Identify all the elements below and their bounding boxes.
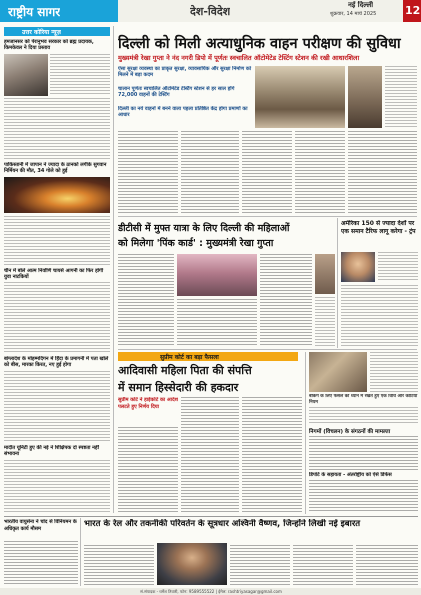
second-headline-line2: को मिलेगा 'पिंक कार्ड' : मुख्यमंत्री रेखा गुप्ता (118, 238, 274, 249)
lead-subhead: मुख्यमंत्री रेखा गुप्ता ने नंद नगरी डिपो में पूर्णतः स्वचालित ऑटोमेटेड टेस्टिंग स्टेशन की रखी आधारशिला (118, 54, 360, 62)
bottom-divider (4, 516, 418, 517)
masthead-date: शुक्रवार, 14 मार्च 2025 (330, 11, 377, 17)
bottom-left-body (4, 541, 78, 585)
page-number: 12 (405, 4, 421, 17)
lead-bullet-2: चालान पूर्णतः स्वचालित ऑटोमेटेड टेस्टिंग स्टेशन से हर साल होंगे 72,000 वाहनों की टेस्टिंग (118, 86, 235, 98)
court-body-col2 (181, 397, 239, 513)
bottom-body-col1 (84, 545, 154, 585)
mid-right-caption: बैंकिंग के लिए फैसले को ध्यान में रखते हुए एक विधि और कोटिया नियम (309, 394, 418, 405)
lead-body-col5 (348, 131, 417, 214)
sidebar-story3-body (4, 282, 110, 354)
mid-right-body-c (309, 436, 418, 470)
bottom-headline: भारत के रेल और तकनीकी परिवर्तन के सूत्रधार अश्विनी वैष्णव, जिन्होंने लिखी नई इबारत (84, 519, 361, 529)
second-body-col3 (260, 254, 312, 346)
bottom-left-headline: भारतीय वायुसेना ने चांद से विनियमन के अधिकृत कार्य मौसम (4, 519, 77, 532)
sidebar-photo-fire (4, 177, 110, 213)
lead-divider (118, 216, 417, 217)
lead-body-col2 (181, 131, 239, 214)
trump-divider (337, 218, 338, 348)
sidebar-divider (113, 26, 114, 513)
sidebar-story4-headline: बांग्लादेश के मोहम्मदिगन में हिंदा के प्रमागनी में पता खोले को बीस, मारका किरत, नए हुई होगा (4, 356, 109, 368)
sidebar-story3-headline: चीन में बोले आत्म निर्वाणि चायर्स आगनी का फिर होगी युवा नाटकियों (4, 268, 104, 280)
mid-right-body-b (309, 407, 418, 425)
footer-contact: सं.संपादक - धर्मेश तिवारी, फोन: 9589555522 | ईमेल: rashtriyasagar@gmail.com (140, 589, 282, 594)
lead-side-column (385, 66, 417, 128)
masthead-city: नई दिल्ली (348, 1, 374, 9)
bottom-body-col2 (230, 545, 290, 585)
mid-right-headline2: डिपोर्ट के सहायता - अंतर्राष्ट्रीय को ऐसे डिफेंस (309, 472, 392, 478)
lead-bullet-3: दिल्ली का नये वाहनों में बनने वाला पहला प्रतिष्ठित केंद्र होगा प्रमाणों का आधार (118, 106, 248, 118)
lead-body-col4 (295, 131, 345, 214)
lead-body-col3 (242, 131, 292, 214)
court-subhead: सुप्रीम कोर्ट ने हाईकोर्ट का आदेश पलटते हुए निर्णय दिया (118, 397, 178, 410)
court-body-col1 (118, 427, 178, 513)
sidebar-story1-body (50, 54, 110, 96)
brand-logo: राष्ट्रीय सागर (8, 5, 61, 19)
bottom-photo-minister (157, 543, 227, 585)
lead-headline: दिल्ली को मिली अत्याधुनिक वाहन परीक्षण की सुविधा (118, 36, 401, 52)
sidebar-story2-headline: पाकिस्तानी में जापान ने ज्यादा के ठानको लगीके सुगवान निर्मियन की मौत, 34 गोले को हुई (4, 162, 107, 174)
court-kicker: सुप्रीम कोर्ट का बड़ा फैसला (160, 354, 219, 361)
lead-body-col1 (118, 131, 178, 214)
mid-divider (118, 349, 417, 350)
bottom-body-col4 (356, 545, 418, 585)
bottom-body-col3 (293, 545, 353, 585)
sidebar-story1-body2 (4, 98, 110, 160)
section-title: देश-विदेश (190, 5, 231, 18)
sidebar-photo-man (4, 54, 48, 96)
sidebar-story1-headline: हमजानसर को पेरानुभव सरकार को ब्रह्म प्रदायक, किमकेवल ने दिया प्रस्ताव (4, 39, 94, 51)
court-headline-line2: में समान हिस्सेदारी की हकदार (118, 381, 239, 394)
sidebar-story2-body (4, 216, 110, 266)
second-body-col1 (118, 254, 174, 346)
lead-bullet-box (118, 66, 252, 126)
lead-bullet-1: ऐसा सुरक्षा व्यवस्था का प्राकृत सुरक्षा, व्यावसायिक और सुरक्षा निर्माण को मिलने में बड़ा कदम (118, 66, 252, 78)
trump-photo (341, 252, 375, 282)
court-body-col3 (242, 397, 302, 513)
trump-headline: अमेरिका 150 से ज्यादा देशों पर एक समान टैरिफ लागू करेगा - ट्रंप (341, 220, 416, 235)
second-photo-side (315, 254, 335, 294)
bottom-left-divider (80, 518, 81, 586)
mid-right-body-d (309, 480, 418, 513)
sidebar-story5-headline: मादीत यूनिटी हुए की नई ने शिक्षिपक दो स्पष्टता नहीं संभावना (4, 445, 99, 457)
second-body-col2 (177, 299, 257, 346)
masthead (0, 0, 421, 22)
mid-right-body-a (370, 352, 418, 392)
lead-photo-ceremony (255, 66, 345, 128)
second-headline-line1: डीटीसी में मुफ्त यात्रा के लिए दिल्ली की महिलाओं (118, 223, 290, 234)
trump-body-side (378, 252, 418, 282)
trump-body (341, 285, 418, 347)
mid-right-photo (309, 352, 367, 392)
court-headline-line1: आदिवासी महिला पिता की संपत्ति (118, 364, 252, 377)
sidebar-story4-body (4, 371, 110, 443)
second-photo-stage (177, 254, 257, 296)
court-divider (305, 352, 306, 514)
second-body-col4 (315, 297, 335, 346)
sidebar-story5-body (4, 460, 110, 512)
sidebar-label: उत्तर कोरिया न्यूज़ (22, 29, 61, 36)
mid-right-headline: निगमों (विचलन) के संगठनों की मामल्ता (309, 429, 391, 435)
lead-photo-side (348, 66, 382, 128)
